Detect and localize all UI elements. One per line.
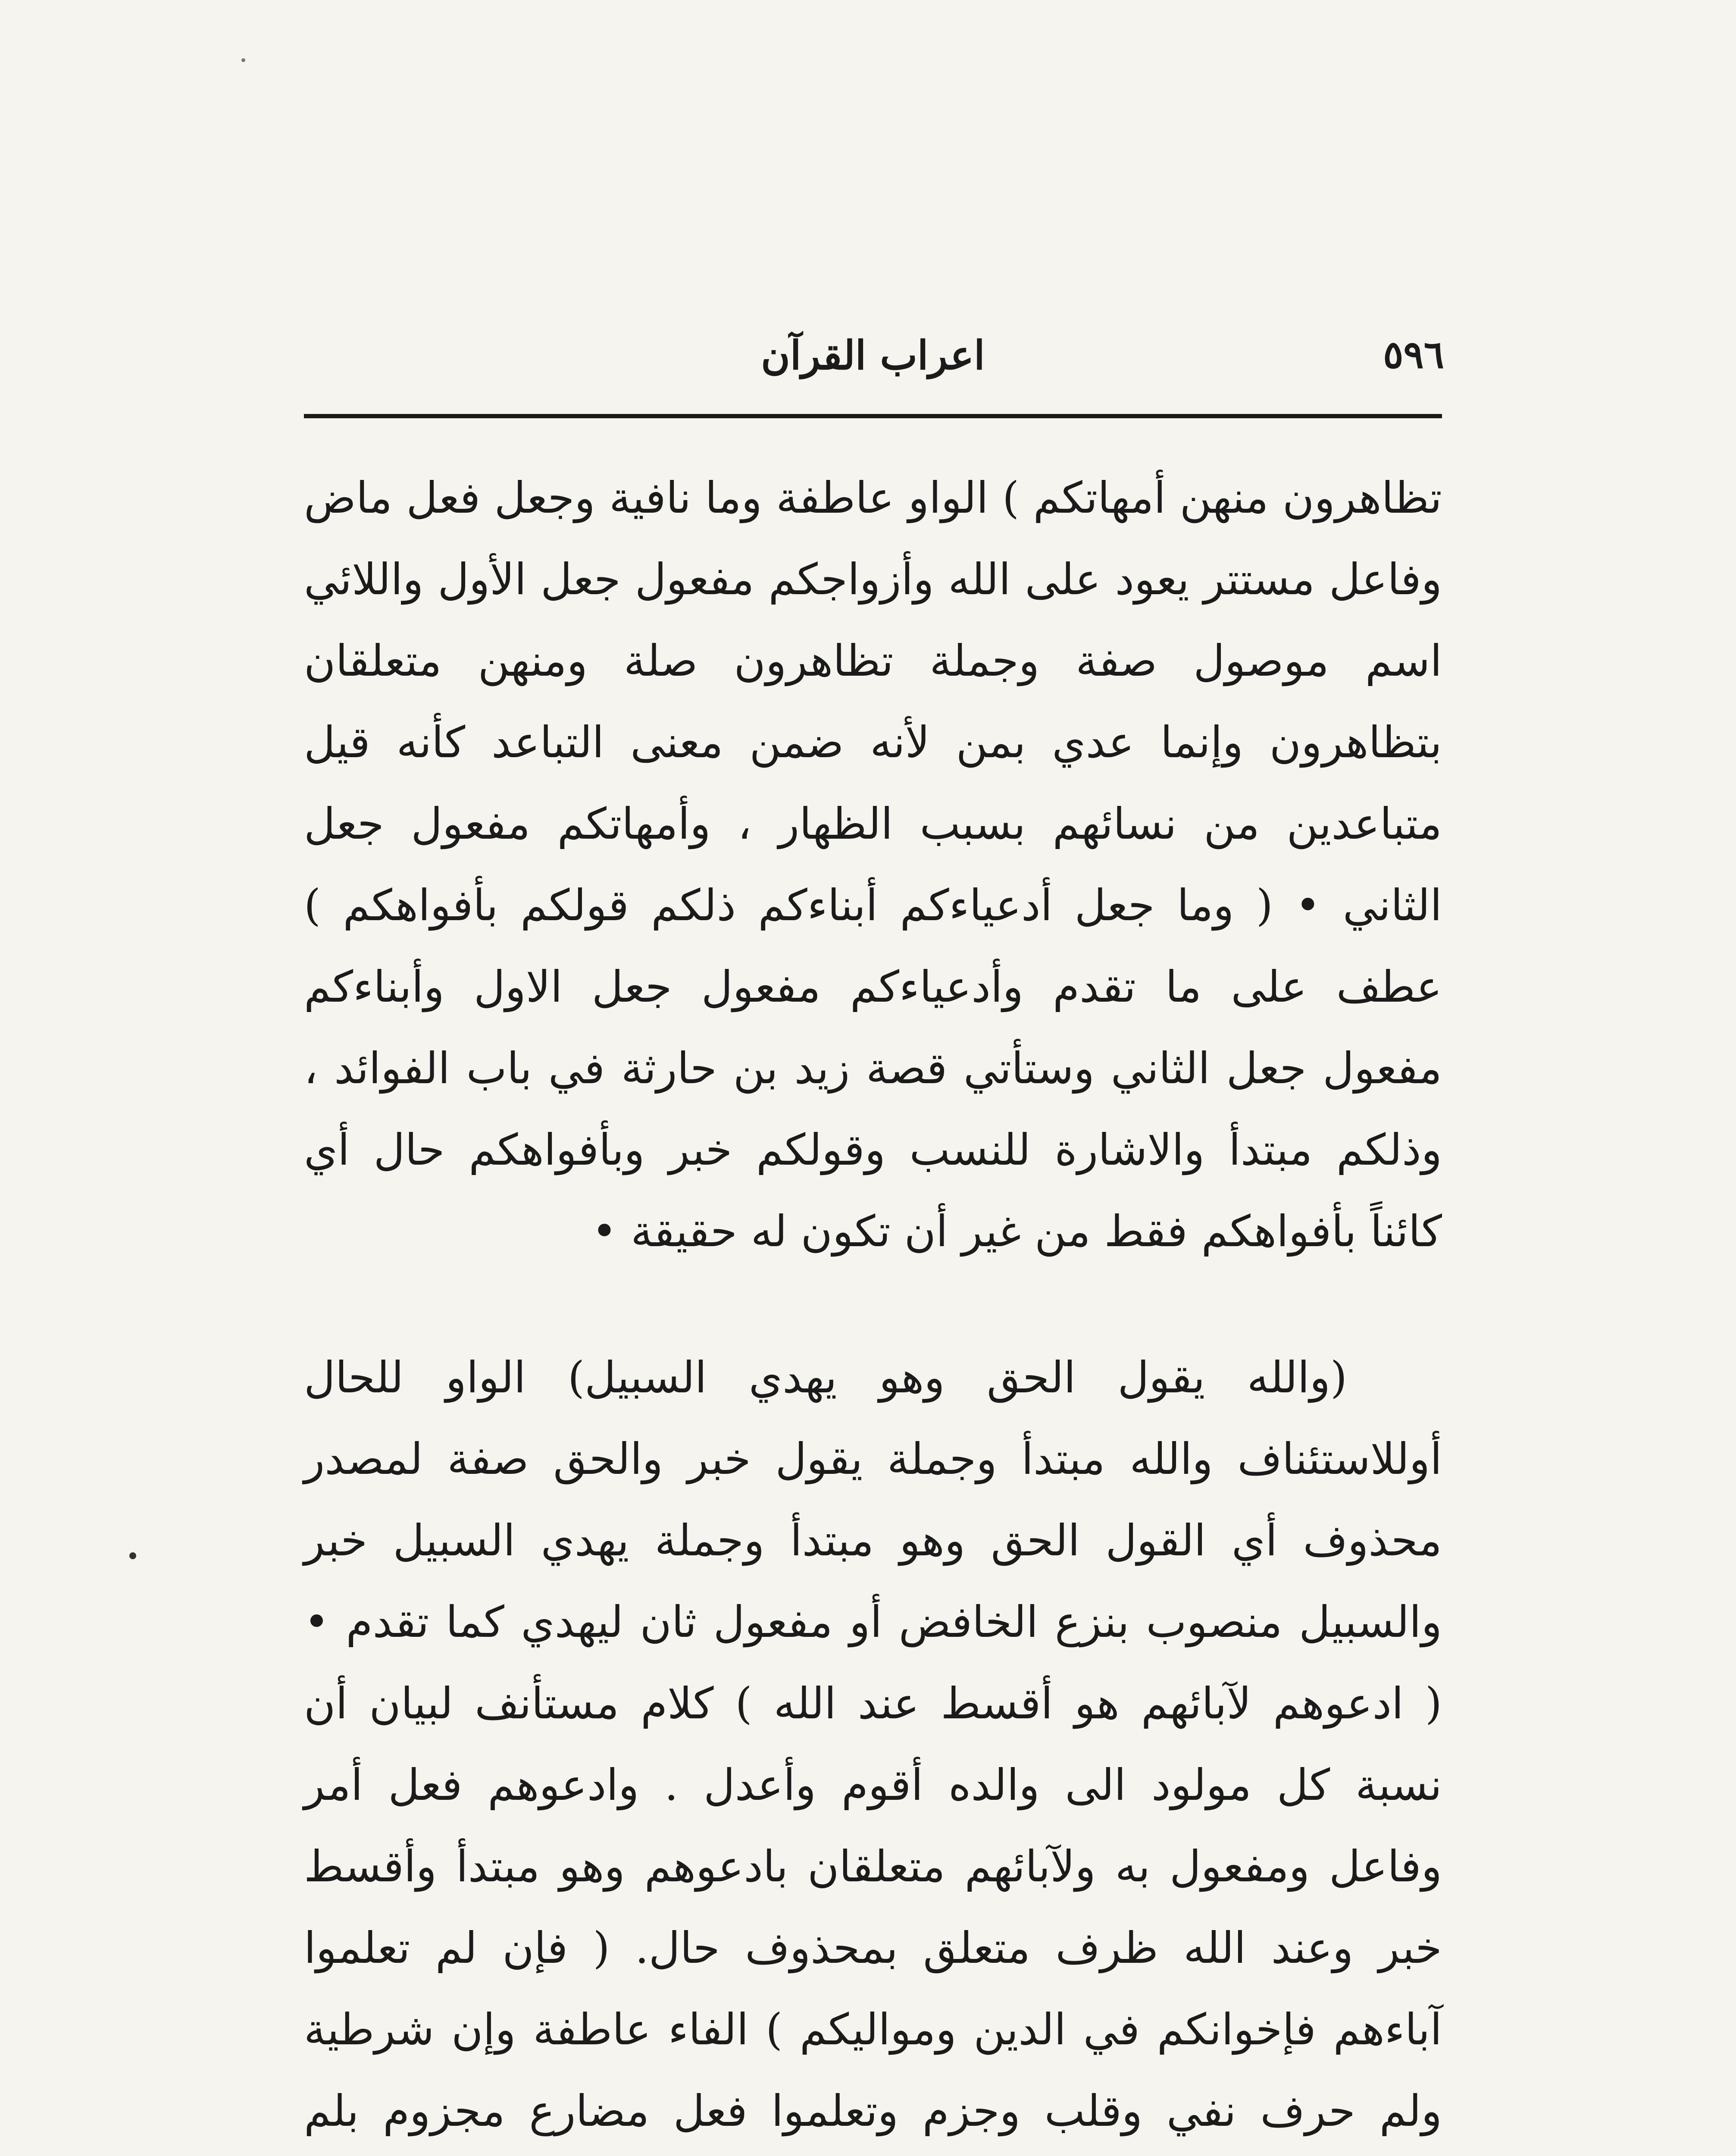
- paragraph-1: تظاهرون منهن أمهاتكم ) الواو عاطفة وما نافية وجعل فعل ماض وفاعل مستتر يعود على الله وأزواجكم مفعول جعل الأول واللائي اسم موصول صفة وجملة تظاهرون صلة ومنهن متعلقان بتظاهرون وإنما عدي بمن لأنه ضمن معنى التباعد كأنه قيل متباعدين من نسائهم بسبب الظهار ، وأمهاتكم مفعول جعل الثاني • ( وما جعل أدعياءكم أبناءكم ذلكم قولكم بأفواهكم ) عطف على ما تقدم وأدعياءكم مفعول جعل الاول وأبناءكم مفعول جعل الثاني وستأتي قصة زيد بن حارثة في باب الفوائد ، وذلكم مبتدأ والاشارة للنسب وقولكم خبر وبأفواهكم حال أي كائناً بأفواهكم فقط من غير أن تكون له حقيقة •: [304, 473, 1442, 1257]
- page-number: ٥٩٦: [1383, 332, 1444, 377]
- running-title: اعراب القرآن: [761, 332, 985, 379]
- header-divider: [304, 414, 1442, 418]
- paragraph-2: (والله يقول الحق وهو يهدي السبيل) الواو للحال أوللاستئناف والله مبتدأ وجملة يقول خبر والحق صفة لمصدر محذوف أي القول الحق وهو مبتدأ وجملة يهدي السبيل خبر والسبيل منصوب بنزع الخافض أو مفعول ثان ليهدي كما تقدم • ( ادعوهم لآبائهم هو أقسط عند الله ) كلام مستأنف لبيان أن نسبة كل مولود الى والده أقوم وأعدل . وادعوهم فعل أمر وفاعل ومفعول به ولآبائهم متعلقان بادعوهم وهو مبتدأ وأقسط خبر وعند الله ظرف متعلق بمحذوف حال. ( فإن لم تعلموا آباءهم فإخوانكم في الدين ومواليكم ) الفاء عاطفة وإن شرطية ولم حرف نفي وقلب وجزم وتعلموا فعل مضارع مجزوم بلم: [304, 1352, 1442, 2136]
- page-header: [302, 302, 1444, 388]
- scan-speck: [241, 58, 245, 62]
- page-body: [304, 457, 1442, 2156]
- scan-speck: [129, 1552, 136, 1559]
